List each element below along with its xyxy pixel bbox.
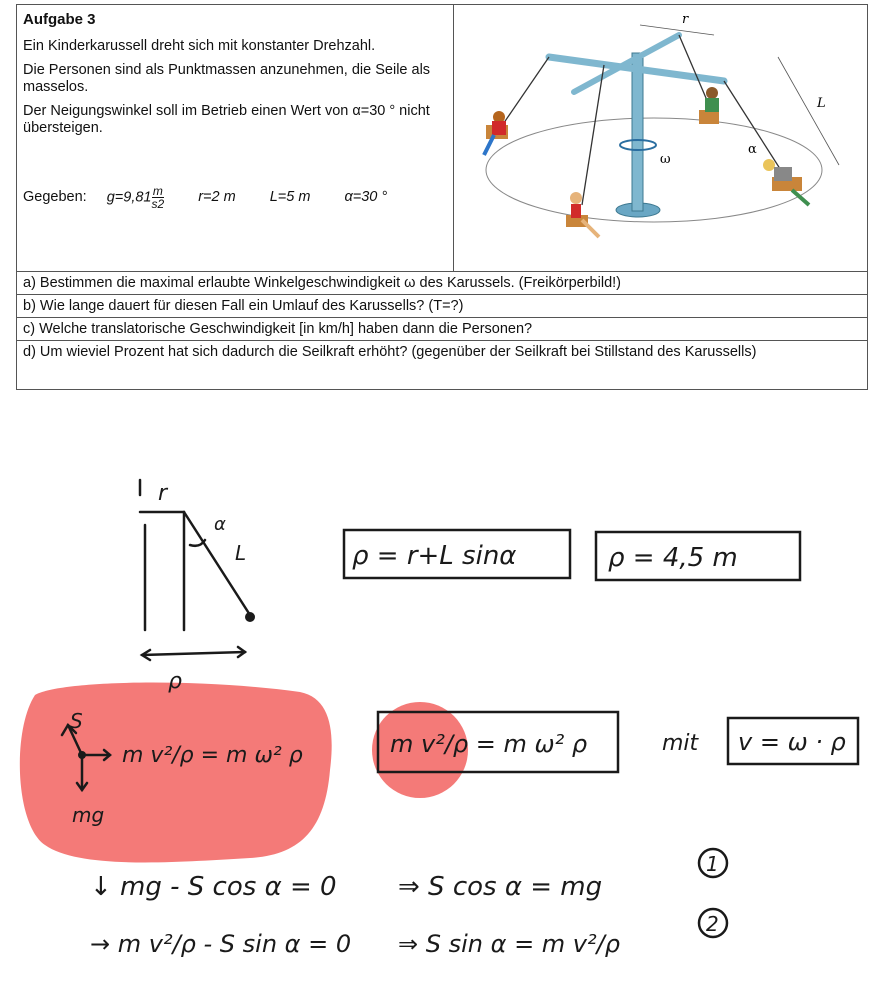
- label-omega: ω: [660, 152, 671, 167]
- sketch-label-alpha: α: [214, 514, 226, 535]
- question-c: c) Welche translatorische Geschwindigkeit [in km/h] haben dann die Personen?: [17, 317, 867, 340]
- eq-line2-tag: 2: [706, 912, 719, 936]
- carousel-illustration: [454, 5, 867, 271]
- person-swing: [699, 87, 719, 124]
- label-r: r: [682, 12, 689, 27]
- sketch-label-rho: ρ: [168, 669, 182, 694]
- eq-centripetal: m v²/ρ = m ω² ρ: [390, 730, 588, 758]
- questions-list: [17, 271, 867, 363]
- task-paragraph-2: Die Personen sind als Punktmassen anzunehmen, die Seile als masselos.: [23, 62, 431, 95]
- eq-v: v = ω · ρ: [738, 728, 846, 756]
- given-label: Gegeben:: [23, 189, 87, 206]
- eq-line1-tag: 1: [706, 852, 719, 876]
- label-L: L: [817, 96, 826, 111]
- question-d: d) Um wieviel Prozent hat sich dadurch die Seilkraft erhöht? (gegenüber der Seilkraft bei Stillstand des Karussells): [17, 340, 867, 363]
- fbd-label-mg: mg: [72, 803, 105, 827]
- dimension-L-line: [778, 57, 839, 165]
- question-b: b) Wie lange dauert für diesen Fall ein Umlauf des Karussells? (T=?): [17, 294, 867, 317]
- fbd-point: [78, 751, 86, 759]
- given-alpha: α=30 °: [344, 189, 388, 206]
- person-swing: [763, 159, 809, 205]
- geometry-sketch: [140, 480, 250, 660]
- eq-rho-value: ρ = 4,5 m: [608, 543, 738, 573]
- sketch-label-r: r: [158, 481, 168, 506]
- carousel-figure: [454, 5, 867, 271]
- task-paragraph-3: Der Neigungswinkel soll im Betrieb einen Wert von α=30 ° nicht übersteigen.: [23, 103, 430, 136]
- task-paragraph-1: Ein Kinderkarussell dreht sich mit konstanter Drehzahl.: [23, 38, 376, 54]
- person-swing: [484, 111, 508, 155]
- given-r: r=2 m: [198, 189, 236, 206]
- fbd-label-S: S: [70, 709, 83, 733]
- unit-fraction: $\frac{m}{s2}$: [151, 184, 165, 211]
- eq-line2-left: → m v²/ρ - S sin α = 0: [90, 930, 352, 958]
- eq-line1-right: ⇒ S cos α = mg: [398, 872, 603, 902]
- mit-label: mit: [662, 731, 699, 756]
- given-values: [23, 185, 417, 210]
- given-L: L=5 m: [269, 189, 311, 206]
- eq-line1-left: ↓ mg - S cos α = 0: [90, 872, 337, 902]
- rope: [679, 35, 709, 105]
- given-g: g=9,81 $\frac{m}{s2}$: [106, 184, 165, 211]
- fbd-centrifugal: m v²/ρ = m ω² ρ: [122, 743, 303, 768]
- handwritten-notes: [0, 430, 880, 992]
- highlight-blob: [20, 683, 332, 863]
- eq-line2-right: ⇒ S sin α = m v²/ρ: [398, 930, 620, 958]
- point-mass: [245, 612, 255, 622]
- label-alpha: α: [748, 142, 757, 157]
- eq-rho-formula: ρ = r+L sinα: [352, 541, 517, 571]
- notes-canvas: [0, 430, 880, 992]
- task-box: [16, 4, 868, 390]
- rope: [724, 81, 784, 175]
- task-text-panel: [17, 5, 454, 271]
- sketch-label-L: L: [235, 541, 247, 565]
- task-title: Aufgabe 3: [23, 11, 96, 28]
- question-a: a) Bestimmen die maximal erlaubte Winkelgeschwindigkeit ω des Karussels. (Freikörperbild!): [17, 271, 867, 294]
- carousel-pole: [632, 53, 643, 211]
- rope: [499, 57, 549, 130]
